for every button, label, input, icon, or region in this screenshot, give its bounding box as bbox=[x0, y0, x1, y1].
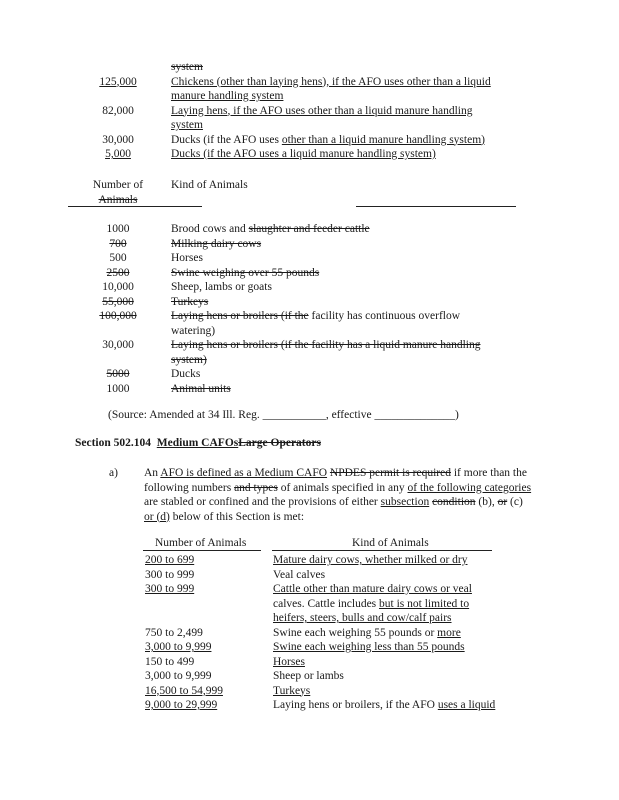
kind-of-animals bbox=[273, 684, 310, 699]
text-segment: An bbox=[144, 467, 161, 479]
kind-of-animals bbox=[171, 222, 370, 237]
animal-count-value: 700 bbox=[109, 237, 127, 250]
animal-count-value: 300 to 999 bbox=[145, 583, 195, 595]
source-note: (Source: Amended at 34 Ill. Reg. ___________, effective ______________) bbox=[108, 409, 459, 421]
animal-count bbox=[68, 133, 168, 148]
animal-count-value: 750 to 2,499 bbox=[145, 626, 203, 639]
text-segment: Animal units bbox=[171, 382, 231, 395]
kind-of-animals bbox=[171, 60, 203, 75]
section-title-new: Medium CAFOs bbox=[156, 437, 239, 449]
animal-count bbox=[68, 309, 168, 324]
text-segment: Turkeys bbox=[273, 684, 311, 697]
kind-of-animals bbox=[273, 655, 305, 670]
animal-count-range bbox=[145, 684, 223, 699]
header-kind: Kind of Animals bbox=[171, 179, 248, 191]
kind-of-animals bbox=[273, 669, 344, 684]
kind-of-animals bbox=[171, 338, 480, 353]
section-title-old: Large Operators bbox=[238, 437, 321, 449]
animal-count bbox=[68, 222, 168, 237]
text-segment: Mature dairy cows, whether milked or dry bbox=[273, 554, 468, 566]
animal-count-value: 2500 bbox=[106, 266, 130, 279]
animal-count-value: 16,500 to 54,999 bbox=[145, 684, 223, 697]
text-segment: (b), bbox=[475, 496, 498, 508]
animal-count-value: 300 to 999 bbox=[145, 568, 195, 581]
kind-of-animals bbox=[273, 553, 467, 568]
text-segment: Veal calves bbox=[273, 568, 326, 581]
animal-count-range bbox=[145, 568, 194, 583]
text-segment: Laying hens or broilers (if the facility has a liquid manure handling bbox=[171, 339, 481, 351]
kind-of-animals bbox=[171, 104, 473, 119]
kind-of-animals bbox=[171, 266, 319, 281]
text-segment: if more than the bbox=[450, 467, 527, 479]
kind-of-animals bbox=[171, 75, 491, 90]
text-segment: (c) bbox=[507, 496, 523, 508]
animal-count-value: 200 to 699 bbox=[145, 554, 195, 566]
text-segment: or (d) bbox=[144, 510, 170, 523]
kind-of-animals bbox=[171, 367, 200, 382]
paragraph-line bbox=[144, 466, 527, 481]
text-segment: Ducks (if the AFO uses a liquid manure handling system) bbox=[171, 148, 436, 160]
animal-count-range bbox=[145, 553, 194, 568]
text-segment: Ducks (if the AFO uses bbox=[171, 133, 282, 146]
kind-of-animals bbox=[171, 89, 283, 104]
text-segment: Sheep or lambs bbox=[273, 670, 344, 682]
animal-count-range bbox=[145, 640, 211, 655]
section-number: Section 502.104 bbox=[75, 437, 152, 449]
text-segment: following numbers bbox=[144, 481, 235, 494]
animal-count bbox=[68, 266, 168, 281]
header-animals-text: Animals bbox=[98, 193, 138, 206]
text-segment: Cattle other than mature dairy cows or veal bbox=[273, 583, 472, 595]
paragraph-line bbox=[144, 495, 523, 510]
medium-header-number: Number of Animals bbox=[155, 537, 247, 549]
animal-count-value: 3,000 to 9,999 bbox=[145, 641, 212, 653]
paragraph-label: a) bbox=[109, 467, 118, 479]
medium-header-kind: Kind of Animals bbox=[352, 537, 429, 549]
text-segment: more bbox=[437, 626, 461, 639]
animal-count-value: 30,000 bbox=[102, 133, 134, 146]
animal-count bbox=[68, 75, 168, 90]
kind-of-animals bbox=[171, 309, 460, 324]
text-segment: Turkeys bbox=[171, 295, 209, 308]
kind-of-animals bbox=[273, 582, 472, 597]
text-segment: Ducks bbox=[171, 368, 201, 380]
text-segment: heifers, steers, bulls and cow/calf pairs bbox=[273, 612, 452, 624]
animal-count bbox=[68, 338, 168, 353]
animal-count-value: 5000 bbox=[106, 368, 130, 380]
text-segment: Sheep, lambs or goats bbox=[171, 281, 272, 293]
animal-count bbox=[68, 280, 168, 295]
animal-count bbox=[68, 382, 168, 397]
text-segment: Laying hens or broilers, if the AFO bbox=[273, 699, 438, 711]
text-segment: other than a liquid manure handling system) bbox=[281, 133, 485, 146]
text-segment: Swine each weighing less than 55 pounds bbox=[273, 641, 465, 653]
text-segment: Milking dairy cows bbox=[171, 237, 262, 250]
text-segment: slaughter and feeder cattle bbox=[248, 223, 370, 235]
animal-count bbox=[68, 104, 168, 119]
kind-of-animals bbox=[171, 237, 261, 252]
text-segment: Horses bbox=[171, 252, 203, 264]
animal-count bbox=[68, 367, 168, 382]
kind-of-animals bbox=[273, 611, 452, 626]
animal-count-range bbox=[145, 626, 203, 641]
medium-header-rule-right bbox=[272, 550, 492, 551]
header-number: Number of bbox=[92, 179, 144, 191]
animal-count-value: 10,000 bbox=[102, 281, 134, 293]
kind-of-animals bbox=[273, 626, 461, 641]
text-segment: Swine each weighing 55 pounds or bbox=[273, 626, 438, 639]
text-segment: and types bbox=[234, 481, 278, 494]
kind-of-animals bbox=[171, 251, 203, 266]
kind-of-animals bbox=[171, 324, 215, 339]
animal-count-value: 5,000 bbox=[105, 148, 131, 160]
text-segment: or bbox=[497, 496, 508, 508]
text-segment: Brood cows and bbox=[171, 223, 249, 235]
animal-count-value: 125,000 bbox=[99, 75, 137, 88]
text-segment: Swine weighing over 55 pounds bbox=[171, 266, 320, 279]
animal-count-value: 3,000 to 9,999 bbox=[145, 670, 212, 682]
text-segment: system bbox=[171, 119, 203, 131]
kind-of-animals bbox=[273, 597, 469, 612]
text-segment: AFO is defined as a Medium CAFO bbox=[160, 467, 328, 479]
text-segment: NPDES permit is required bbox=[329, 467, 451, 479]
animal-count-range bbox=[145, 582, 194, 597]
animal-count-value: 82,000 bbox=[102, 104, 134, 117]
animal-count-value: 150 to 499 bbox=[145, 655, 195, 668]
kind-of-animals bbox=[273, 698, 495, 713]
text-segment: of the following categories bbox=[407, 481, 532, 494]
text-segment: condition bbox=[432, 496, 476, 508]
text-segment: uses a liquid bbox=[437, 699, 496, 711]
paragraph-line bbox=[144, 510, 304, 525]
animal-count-range bbox=[145, 698, 217, 713]
animal-count bbox=[68, 251, 168, 266]
text-segment: Horses bbox=[273, 655, 305, 668]
animal-count bbox=[68, 237, 168, 252]
medium-header-rule-left bbox=[143, 550, 261, 551]
animal-count-range bbox=[145, 669, 211, 684]
kind-of-animals bbox=[273, 640, 465, 655]
animal-count-value: 1000 bbox=[106, 382, 130, 395]
kind-of-animals bbox=[273, 568, 325, 583]
animal-count-value: 100,000 bbox=[99, 310, 137, 322]
text-segment: Laying hens or broilers (if the bbox=[171, 310, 309, 322]
animal-count-range bbox=[145, 655, 194, 670]
kind-of-animals bbox=[171, 295, 208, 310]
text-segment: of animals specified in any bbox=[277, 481, 408, 494]
header-rule-left bbox=[68, 206, 202, 207]
animal-count-value: 500 bbox=[109, 252, 127, 264]
text-segment: watering) bbox=[171, 324, 216, 337]
animal-count bbox=[68, 147, 168, 162]
kind-of-animals bbox=[171, 118, 203, 133]
text-segment: system) bbox=[171, 353, 207, 366]
header-rule-right bbox=[356, 206, 516, 207]
text-segment: facility has continuous overflow bbox=[308, 310, 461, 322]
text-segment: system bbox=[171, 61, 203, 73]
text-segment: calves. Cattle includes bbox=[273, 597, 380, 610]
kind-of-animals bbox=[171, 353, 207, 368]
animal-count-value: 9,000 to 29,999 bbox=[145, 699, 218, 711]
text-segment: below of this Section is met: bbox=[169, 510, 305, 523]
header-animals bbox=[68, 193, 168, 208]
text-segment: Laying hens, if the AFO uses other than a liquid manure handling bbox=[171, 104, 473, 117]
kind-of-animals bbox=[171, 382, 231, 397]
animal-count-value: 1000 bbox=[106, 223, 130, 235]
kind-of-animals bbox=[171, 133, 485, 148]
kind-of-animals bbox=[171, 280, 272, 295]
section-heading bbox=[75, 436, 321, 451]
text-segment: but is not limited to bbox=[379, 597, 470, 610]
text-segment: subsection bbox=[380, 496, 430, 508]
animal-count-value: 55,000 bbox=[102, 295, 134, 308]
paragraph-line bbox=[144, 481, 531, 496]
kind-of-animals bbox=[171, 147, 436, 162]
animal-count bbox=[68, 295, 168, 310]
animal-count-value: 30,000 bbox=[102, 339, 134, 351]
text-segment: manure handling system bbox=[171, 90, 284, 102]
text-segment: Chickens (other than laying hens), if the AFO uses other than a liquid bbox=[171, 75, 491, 88]
text-segment: are stabled or confined and the provisions of either bbox=[144, 496, 381, 508]
